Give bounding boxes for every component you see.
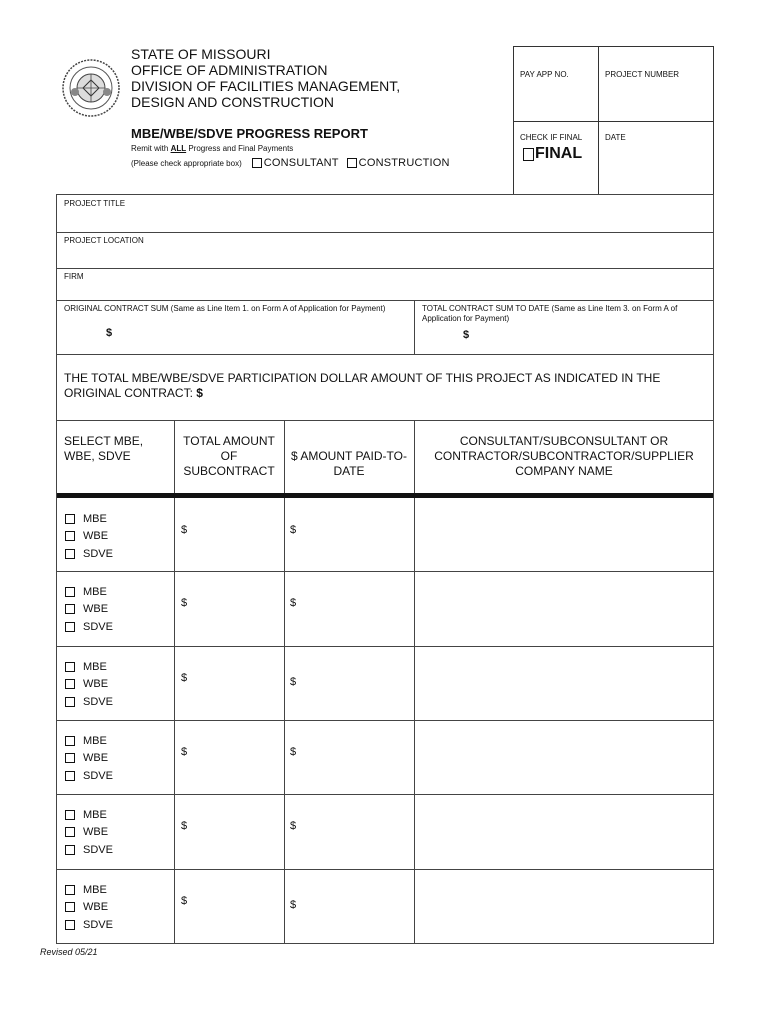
- type-checkbox[interactable]: [65, 771, 75, 781]
- type-option: [65, 693, 113, 711]
- participation-dollar[interactable]: $: [196, 386, 203, 400]
- paid-header: $ AMOUNT PAID-TO-DATE: [290, 449, 407, 478]
- project-location-field[interactable]: [56, 232, 714, 269]
- type-label: MBE: [83, 512, 107, 525]
- paid-amount-cell[interactable]: $: [290, 899, 297, 911]
- remit-suffix: Progress and Final Payments: [186, 144, 294, 153]
- type-checkbox[interactable]: [65, 587, 75, 597]
- type-selection: [131, 157, 458, 169]
- agency-header: [131, 46, 400, 110]
- type-checkbox[interactable]: [65, 622, 75, 632]
- agency-line-1: STATE OF MISSOURI: [131, 46, 271, 62]
- firm-field[interactable]: [56, 268, 714, 301]
- type-option: [65, 583, 113, 601]
- pay-app-box: [513, 46, 714, 195]
- type-label: WBE: [83, 826, 109, 839]
- divider: [414, 300, 415, 354]
- revision-note: Revised 05/21: [40, 947, 98, 957]
- column-divider: [284, 421, 285, 943]
- participation-text: [64, 371, 709, 401]
- missouri-state-seal-icon: [61, 58, 121, 118]
- type-label: SDVE: [83, 547, 113, 560]
- type-option: [65, 658, 113, 676]
- type-option: [65, 601, 113, 619]
- project-location-label: PROJECT LOCATION: [64, 236, 144, 245]
- type-checkbox[interactable]: [65, 514, 75, 524]
- company-name-cell[interactable]: [415, 720, 713, 794]
- type-option: [65, 806, 113, 824]
- participation-box: [56, 354, 714, 421]
- construction-label: CONSTRUCTION: [358, 157, 450, 169]
- type-label: WBE: [83, 752, 109, 765]
- type-option: [65, 732, 113, 750]
- construction-checkbox[interactable]: [347, 158, 357, 168]
- type-label: SDVE: [83, 769, 113, 782]
- agency-line-4: DESIGN AND CONSTRUCTION: [131, 94, 335, 110]
- paid-amount-cell[interactable]: $: [290, 820, 297, 832]
- participation-label: THE TOTAL MBE/WBE/SDVE PARTICIPATION DOLLAR AMOUNT OF THIS PROJECT AS INDICATED IN THE ORIGINAL CONTRACT:: [64, 371, 661, 400]
- agency-line-2: OFFICE OF ADMINISTRATION: [131, 62, 328, 78]
- company-name-cell[interactable]: [415, 794, 713, 869]
- subcontract-amount-cell[interactable]: $: [181, 597, 188, 609]
- original-sum-dollar[interactable]: $: [106, 327, 113, 339]
- type-option: [65, 750, 113, 768]
- type-label: MBE: [83, 808, 107, 821]
- type-option: [65, 899, 113, 917]
- project-title-field[interactable]: [56, 194, 714, 233]
- date-label: DATE: [605, 133, 626, 142]
- type-checkbox[interactable]: [65, 697, 75, 707]
- paid-amount-cell[interactable]: $: [290, 524, 297, 536]
- type-label: WBE: [83, 530, 109, 543]
- pay-app-no-label: PAY APP NO.: [520, 70, 569, 79]
- paid-amount-cell[interactable]: $: [290, 746, 297, 758]
- project-number-label: PROJECT NUMBER: [605, 70, 680, 79]
- type-checkboxes: [65, 732, 113, 785]
- consultant-checkbox[interactable]: [252, 158, 262, 168]
- type-label: SDVE: [83, 918, 113, 931]
- type-checkbox[interactable]: [65, 662, 75, 672]
- type-checkboxes: [65, 881, 113, 934]
- total-sum-dollar[interactable]: $: [463, 329, 470, 341]
- type-checkbox[interactable]: [65, 885, 75, 895]
- type-label: MBE: [83, 660, 107, 673]
- project-title-label: PROJECT TITLE: [64, 199, 126, 208]
- type-option: [65, 676, 113, 694]
- column-divider: [174, 421, 175, 943]
- type-label: SDVE: [83, 620, 113, 633]
- type-label: MBE: [83, 883, 107, 896]
- final-label: FINAL: [535, 145, 583, 162]
- type-option: [65, 916, 113, 934]
- final-checkbox[interactable]: [523, 148, 534, 161]
- form-title: MBE/WBE/SDVE PROGRESS REPORT: [131, 126, 368, 141]
- contract-sums: [56, 300, 714, 355]
- type-label: MBE: [83, 585, 107, 598]
- type-checkbox[interactable]: [65, 753, 75, 763]
- subcontract-amount-cell[interactable]: $: [181, 820, 188, 832]
- type-checkboxes: [65, 510, 113, 563]
- type-checkbox[interactable]: [65, 679, 75, 689]
- paid-amount-cell[interactable]: $: [290, 597, 297, 609]
- type-option: [65, 881, 113, 899]
- type-label: WBE: [83, 901, 109, 914]
- type-checkbox[interactable]: [65, 549, 75, 559]
- type-checkbox[interactable]: [65, 736, 75, 746]
- company-name-cell[interactable]: [415, 498, 713, 571]
- remit-prefix: Remit with: [131, 144, 171, 153]
- agency-line-3: DIVISION OF FACILITIES MANAGEMENT,: [131, 78, 401, 94]
- subcontract-amount-cell[interactable]: $: [181, 524, 188, 536]
- subcontract-table: [56, 420, 714, 944]
- type-label: WBE: [83, 678, 109, 691]
- type-checkbox[interactable]: [65, 810, 75, 820]
- type-option: [65, 545, 113, 563]
- type-checkbox[interactable]: [65, 531, 75, 541]
- subcontract-amount-cell[interactable]: $: [181, 895, 188, 907]
- remit-all: ALL: [170, 144, 187, 153]
- final-option: [523, 145, 582, 163]
- type-checkbox[interactable]: [65, 902, 75, 912]
- type-option: [65, 510, 113, 528]
- divider: [514, 121, 713, 122]
- firm-label: FIRM: [64, 272, 84, 281]
- type-label: MBE: [83, 734, 107, 747]
- company-header: CONSULTANT/SUBCONSULTANT OR CONTRACTOR/SUBCONTRACTOR/SUPPLIER COMPANY NAME: [434, 434, 694, 478]
- company-name-cell[interactable]: [415, 571, 713, 646]
- type-checkboxes: [65, 583, 113, 636]
- type-label: SDVE: [83, 843, 113, 856]
- subcontract-amount-cell[interactable]: $: [181, 746, 188, 758]
- company-name-cell[interactable]: [415, 646, 713, 720]
- company-name-cell[interactable]: [415, 869, 713, 944]
- type-label: WBE: [83, 603, 109, 616]
- type-checkbox[interactable]: [65, 920, 75, 930]
- type-checkbox[interactable]: [65, 827, 75, 837]
- check-prompt: (Please check appropriate box): [131, 158, 242, 168]
- total-sum-label: TOTAL CONTRACT SUM TO DATE (Same as Line Item 3. on Form A of Application for Payment): [422, 304, 678, 323]
- type-checkbox[interactable]: [65, 604, 75, 614]
- type-checkboxes: [65, 658, 113, 711]
- type-option: [65, 618, 113, 636]
- type-checkboxes: [65, 806, 113, 859]
- type-checkbox[interactable]: [65, 845, 75, 855]
- total-header: TOTAL AMOUNT OF SUBCONTRACT: [183, 434, 275, 478]
- type-option: [65, 841, 113, 859]
- remit-instruction: [131, 144, 293, 153]
- type-option: [65, 528, 113, 546]
- type-option: [65, 767, 113, 785]
- subcontract-amount-cell[interactable]: $: [181, 672, 188, 684]
- consultant-label: CONSULTANT: [263, 157, 339, 169]
- paid-amount-cell[interactable]: $: [290, 676, 297, 688]
- check-if-final-label: CHECK IF FINAL: [520, 133, 583, 142]
- type-label: SDVE: [83, 695, 113, 708]
- original-sum-label: ORIGINAL CONTRACT SUM (Same as Line Item 1. on Form A of Application for Payment): [64, 304, 386, 313]
- type-option: [65, 824, 113, 842]
- select-header: SELECT MBE, WBE, SDVE: [64, 434, 144, 463]
